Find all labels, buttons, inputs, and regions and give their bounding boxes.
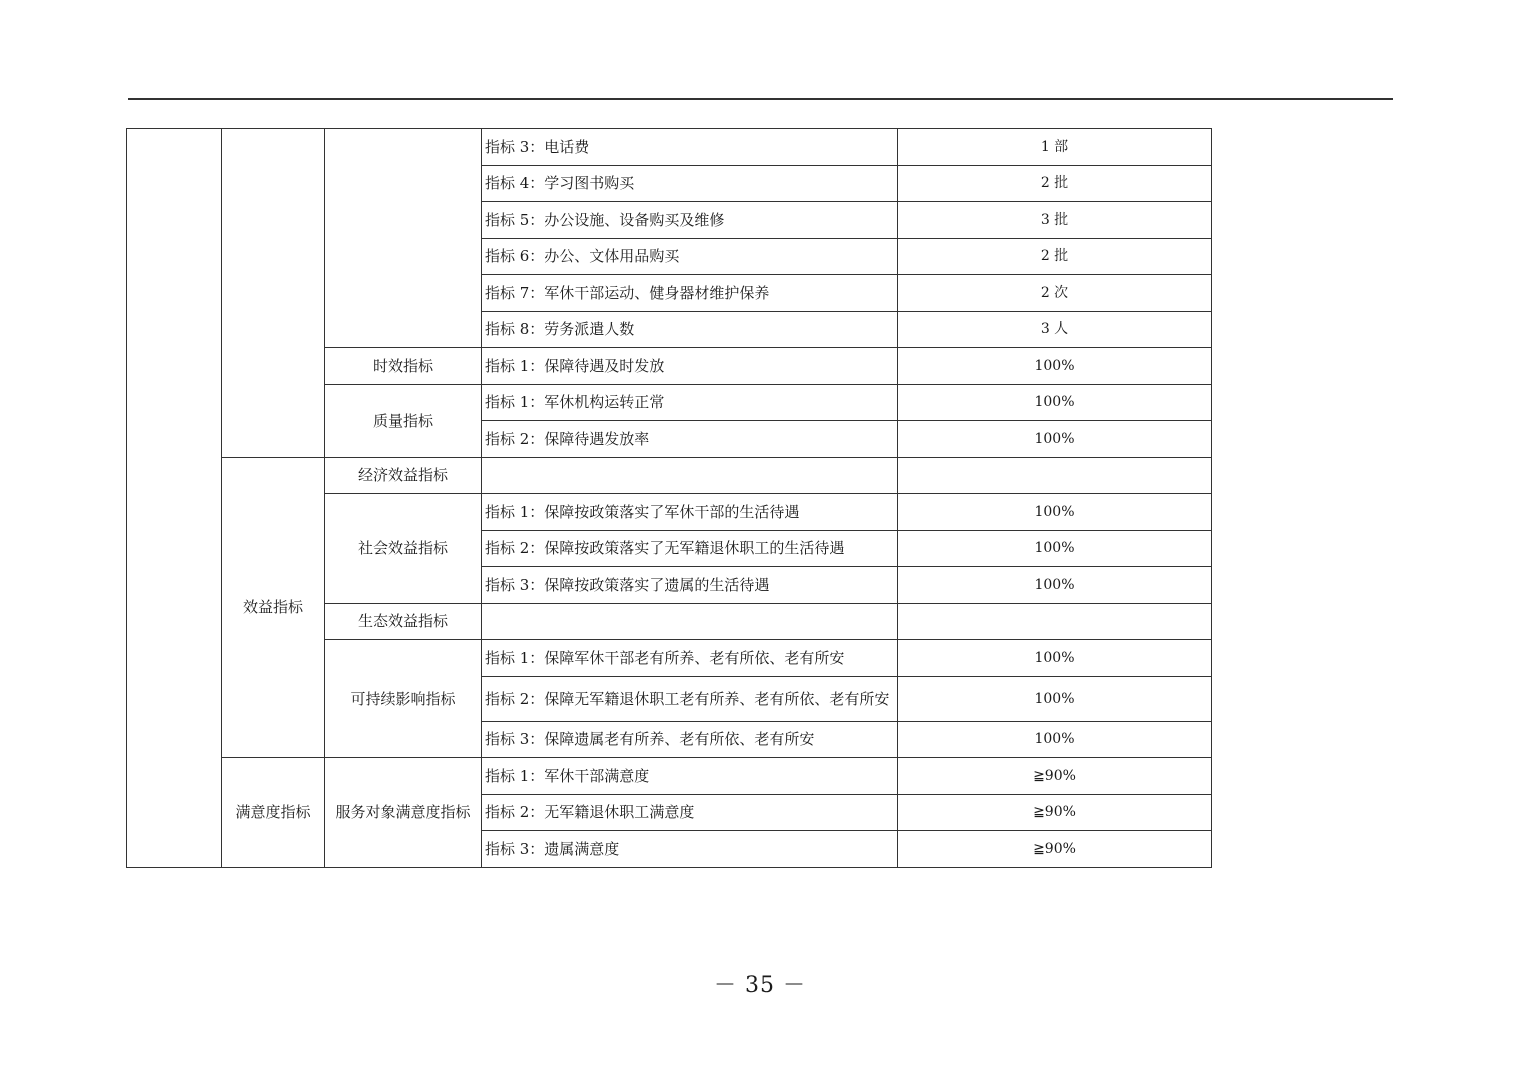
level3-cell: 质量指标 <box>325 384 482 457</box>
indicator-name: 指标 3：保障遗属老有所养、老有所依、老有所安 <box>482 721 898 758</box>
indicator-name: 指标 1：保障待遇及时发放 <box>482 348 898 385</box>
indicator-value: 2 次 <box>898 275 1212 312</box>
level3-cell: 生态效益指标 <box>325 603 482 640</box>
page-number: － 35 － <box>714 973 806 998</box>
indicator-name: 指标 8：劳务派遣人数 <box>482 311 898 348</box>
indicator-value: 100% <box>898 421 1212 458</box>
indicator-value: 2 批 <box>898 238 1212 275</box>
indicator-value: 100% <box>898 384 1212 421</box>
header-rule <box>128 98 1393 100</box>
indicator-value: ≧90% <box>898 831 1212 868</box>
indicator-value: 100% <box>898 721 1212 758</box>
indicator-value: ≧90% <box>898 794 1212 831</box>
indicator-value: 100% <box>898 348 1212 385</box>
indicator-name: 指标 1：军休干部满意度 <box>482 758 898 795</box>
indicator-value <box>898 457 1212 494</box>
indicator-value: 3 批 <box>898 202 1212 239</box>
indicator-name: 指标 1：保障军休干部老有所养、老有所依、老有所安 <box>482 640 898 677</box>
table-row <box>127 129 1212 166</box>
level3-cell <box>325 129 482 348</box>
level1-cell <box>127 129 222 868</box>
level3-cell: 可持续影响指标 <box>325 640 482 758</box>
indicator-value: ≧90% <box>898 758 1212 795</box>
indicator-value: 100% <box>898 494 1212 531</box>
indicator-value: 100% <box>898 676 1212 721</box>
indicator-name: 指标 3：电话费 <box>482 129 898 166</box>
level3-cell: 时效指标 <box>325 348 482 385</box>
indicator-name: 指标 7：军休干部运动、健身器材维护保养 <box>482 275 898 312</box>
indicator-value: 1 部 <box>898 129 1212 166</box>
indicator-value: 100% <box>898 640 1212 677</box>
indicator-value: 100% <box>898 567 1212 604</box>
indicator-name: 指标 4：学习图书购买 <box>482 165 898 202</box>
level3-cell: 经济效益指标 <box>325 457 482 494</box>
indicator-name: 指标 3：遗属满意度 <box>482 831 898 868</box>
level3-cell: 服务对象满意度指标 <box>325 758 482 868</box>
table-row <box>127 457 1212 494</box>
indicator-name: 指标 5：办公设施、设备购买及维修 <box>482 202 898 239</box>
indicator-name: 指标 3：保障按政策落实了遗属的生活待遇 <box>482 567 898 604</box>
level3-cell: 社会效益指标 <box>325 494 482 604</box>
indicator-name: 指标 2：保障待遇发放率 <box>482 421 898 458</box>
indicator-name: 指标 6：办公、文体用品购买 <box>482 238 898 275</box>
table-row <box>127 758 1212 795</box>
level2-cell: 满意度指标 <box>222 758 325 868</box>
indicator-value <box>898 603 1212 640</box>
indicator-value: 100% <box>898 530 1212 567</box>
indicator-name: 指标 2：保障无军籍退休职工老有所养、老有所依、老有所安 <box>482 676 898 721</box>
indicator-name <box>482 457 898 494</box>
level2-cell <box>222 129 325 458</box>
indicator-name: 指标 1：军休机构运转正常 <box>482 384 898 421</box>
indicator-name: 指标 1：保障按政策落实了军休干部的生活待遇 <box>482 494 898 531</box>
level2-cell: 效益指标 <box>222 457 325 758</box>
indicator-value: 3 人 <box>898 311 1212 348</box>
indicator-value: 2 批 <box>898 165 1212 202</box>
indicator-name <box>482 603 898 640</box>
indicator-name: 指标 2：无军籍退休职工满意度 <box>482 794 898 831</box>
performance-indicator-table <box>126 128 1212 868</box>
indicator-name: 指标 2：保障按政策落实了无军籍退休职工的生活待遇 <box>482 530 898 567</box>
